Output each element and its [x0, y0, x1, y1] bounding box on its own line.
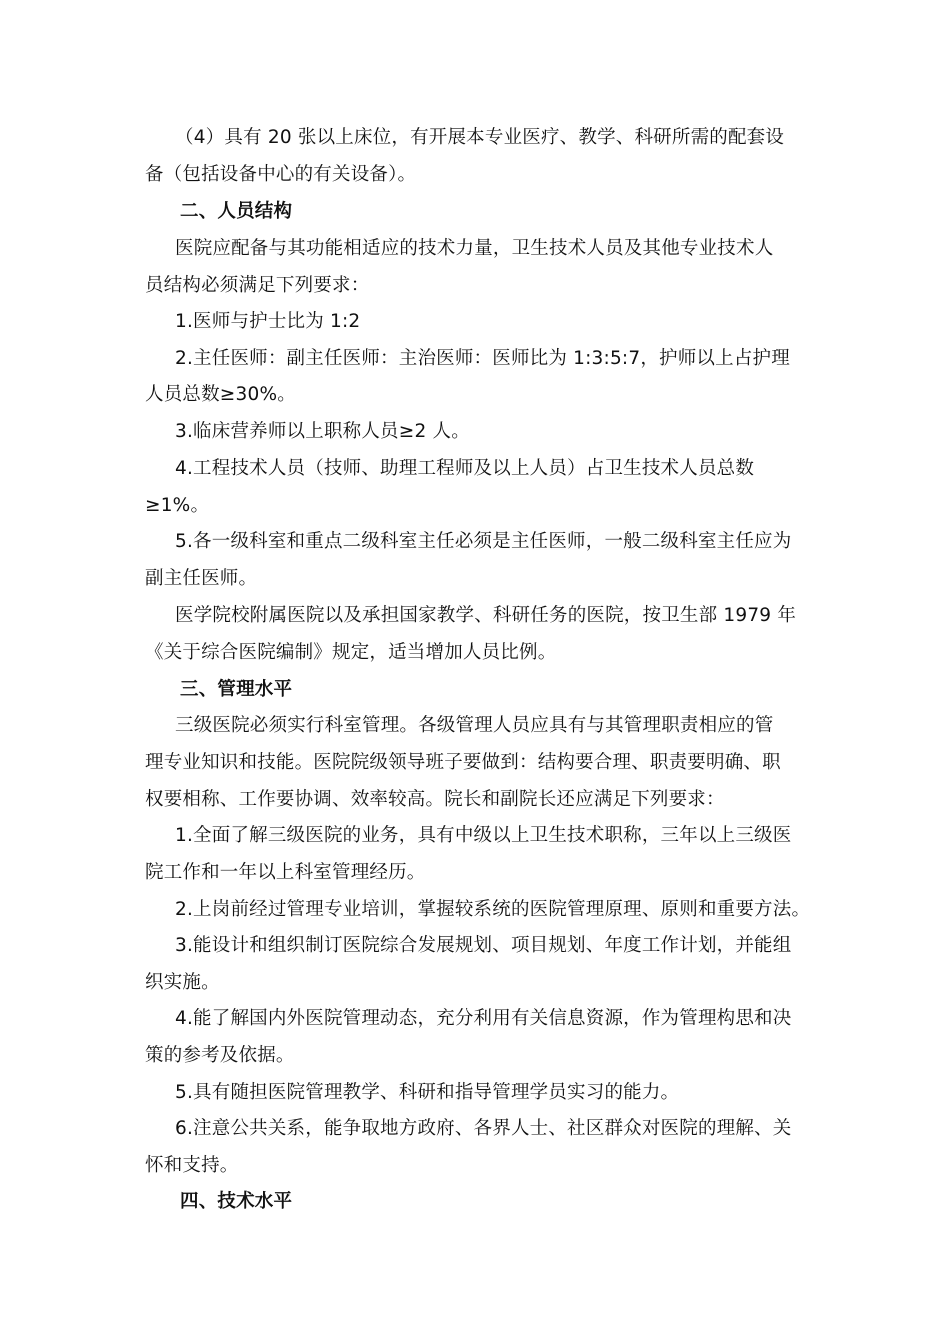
- list-item: 2.上岗前经过管理专业培训，掌握较系统的医院管理原理、原则和重要方法。: [175, 899, 811, 920]
- list-item: 3.能设计和组织制订医院综合发展规划、项目规划、年度工作计划，并能组: [175, 935, 792, 956]
- section-heading-technical-level: 四、技术水平: [180, 1191, 293, 1212]
- paragraph-line: ≥1%。: [145, 495, 210, 516]
- list-item: 2.主任医师：副主任医师：主治医师：医师比为 1:3:5:7，护师以上占护理: [175, 348, 790, 369]
- list-item: 4.工程技术人员（技师、助理工程师及以上人员）占卫生技术人员总数: [175, 458, 755, 479]
- paragraph-line: 三级医院必须实行科室管理。各级管理人员应具有与其管理职责相应的管: [175, 715, 774, 736]
- paragraph-line: 策的参考及依据。: [145, 1045, 295, 1066]
- list-item: 5.各一级科室和重点二级科室主任必须是主任医师，一般二级科室主任应为: [175, 531, 792, 552]
- paragraph-line: 医学院校附属医院以及承担国家教学、科研任务的医院，按卫生部 1979 年: [175, 605, 797, 626]
- paragraph-line: 备（包括设备中心的有关设备）。: [145, 164, 417, 185]
- paragraph-line: 员结构必须满足下列要求：: [145, 275, 370, 296]
- list-item: 1.全面了解三级医院的业务，具有中级以上卫生技术职称，三年以上三级医: [175, 825, 792, 846]
- list-item: 3.临床营养师以上职称人员≥2 人。: [175, 421, 470, 442]
- paragraph-line: 医院应配备与其功能相适应的技术力量，卫生技术人员及其他专业技术人: [175, 238, 774, 259]
- paragraph-line: 怀和支持。: [145, 1155, 239, 1176]
- list-item: 4.能了解国内外医院管理动态，充分利用有关信息资源，作为管理构思和决: [175, 1008, 792, 1029]
- paragraph-line: 织实施。: [145, 972, 220, 993]
- list-item: 1.医师与护士比为 1:2: [175, 311, 361, 332]
- section-heading-staff-structure: 二、人员结构: [180, 201, 293, 222]
- paragraph-line: 权要相称、工作要协调、效率较高。院长和副院长还应满足下列要求：: [145, 789, 725, 810]
- list-item: 5.具有随担医院管理教学、科研和指导管理学员实习的能力。: [175, 1082, 680, 1103]
- section-heading-management-level: 三、管理水平: [180, 679, 293, 700]
- paragraph-line: 人员总数≥30%。: [145, 384, 296, 405]
- paragraph-line: 副主任医师。: [145, 568, 258, 589]
- paragraph-line: 院工作和一年以上科室管理经历。: [145, 862, 426, 883]
- paragraph-line: 《关于综合医院编制》规定，适当增加人员比例。: [145, 642, 557, 663]
- list-item: 6.注意公共关系，能争取地方政府、各界人士、社区群众对医院的理解、关: [175, 1118, 792, 1139]
- paragraph-line: 理专业知识和技能。医院院级领导班子要做到：结构要合理、职责要明确、职: [145, 752, 781, 773]
- paragraph-line: （4）具有 20 张以上床位，有开展本专业医疗、教学、科研所需的配套设: [175, 127, 785, 148]
